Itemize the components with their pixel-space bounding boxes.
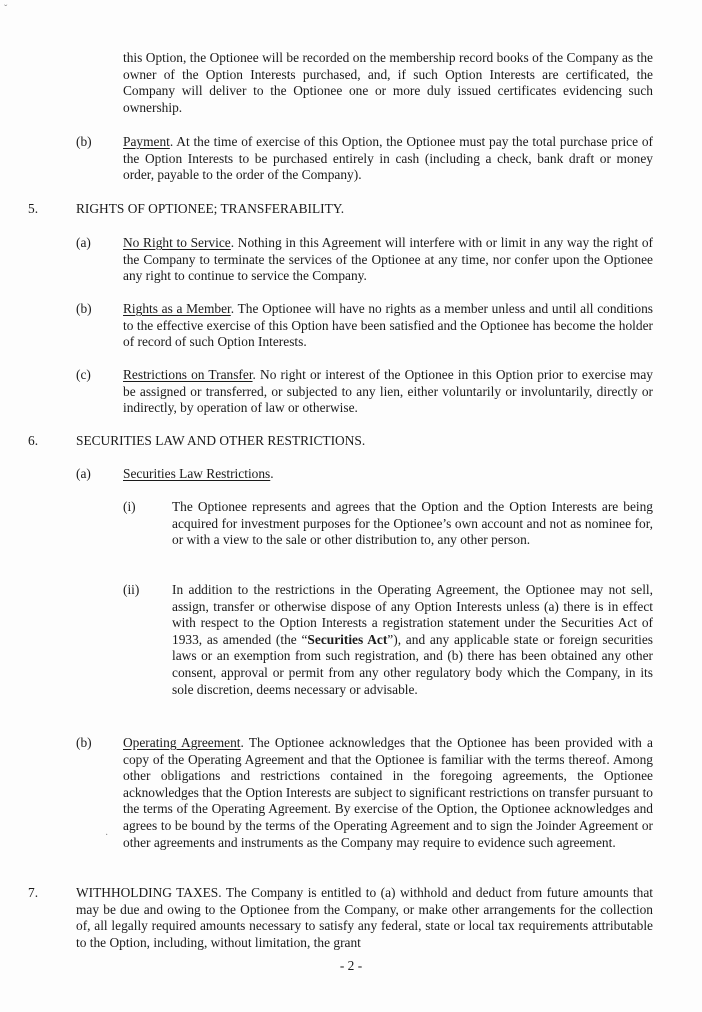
paragraph-5a-text: . Nothing in this Agreement will interfere with or limit in any way the right of the Company to terminate the services of the Optionee at any time, nor confer upon the Optionee any right to continue to service the Company. bbox=[123, 235, 653, 284]
paragraph-5c-text: . No right or interest of the Optionee in this Option prior to exercise may be assigned or transferred, or subjected to any lien, either voluntarily or involuntarily, directly or indirectly, by operation of law or otherwise. bbox=[123, 367, 653, 416]
label-4b: (b) bbox=[76, 134, 92, 149]
label-6a: (a) bbox=[76, 466, 91, 481]
section-5-number: 5. bbox=[28, 201, 39, 216]
heading-no-right-to-service: No Right to Service bbox=[123, 235, 231, 250]
paragraph-6a-ii-text-2: ”), and any applicable state or foreign securities laws or an exemption from such registration, and (b) there has been obtained any other consent, approval or permit from any other regulatory body which the Company, in its sole discretion, deems necessary or advisable. bbox=[172, 631, 653, 697]
paragraph-6a-text: . bbox=[270, 466, 274, 481]
paragraph-6b-text: . The Optionee acknowledges that the Optionee has been provided with a copy of the Operating Agreement and that the Optionee is familiar with the terms thereof. Among other obligations and restrictions contained in the foregoing agreements, the Optionee acknowledges that the Option Interests are subject to significant restrictions on transfer pursuant to the terms of the Operating Agreement. By exercise of the Option, the Optionee acknowledges and agrees to be bound by the terms of the Operating Agreement and to sign the Joinder Agreement or other agreements and instruments as the Company may require to evidence such agreement. bbox=[123, 735, 653, 850]
section-7-number: 7. bbox=[28, 885, 39, 900]
section-6-number: 6. bbox=[28, 433, 39, 448]
paragraph-5a bbox=[123, 235, 653, 285]
label-5c: (c) bbox=[76, 367, 91, 382]
heading-operating-agreement: Operating Agreement bbox=[123, 735, 241, 750]
label-5b: (b) bbox=[76, 301, 92, 316]
label-6a-i: (i) bbox=[123, 499, 136, 514]
heading-restrictions-on-transfer: Restrictions on Transfer bbox=[123, 367, 253, 382]
heading-securities-law-restrictions: Securities Law Restrictions bbox=[123, 466, 271, 481]
page-number: - 2 - bbox=[339, 958, 363, 973]
paragraph-6a bbox=[123, 466, 274, 483]
corner-mark: ˇ bbox=[4, 4, 8, 15]
section-6-title: SECURITIES LAW AND OTHER RESTRICTIONS. bbox=[76, 433, 366, 448]
paragraph-5b bbox=[123, 301, 653, 351]
label-6b: (b) bbox=[76, 735, 92, 750]
paragraph-6a-i: The Optionee represents and agrees that the Option and the Option Interests are being acquired for investment purposes for the Optionee’s own account and not as nominee for, or with a view to the sale or other distribution to, any other person. bbox=[172, 499, 653, 548]
stray-dot: · bbox=[105, 830, 109, 841]
paragraph-6a-ii bbox=[172, 582, 653, 698]
paragraph-5b-text: . The Optionee will have no rights as a member unless and until all conditions to the effective exercise of this Option have been satisfied and the Optionee has become the holder of record of such Option Interests. bbox=[123, 301, 653, 350]
section-5-title: RIGHTS OF OPTIONEE; TRANSFERABILITY. bbox=[76, 201, 345, 216]
paragraph-4b bbox=[123, 134, 653, 184]
heading-payment: Payment bbox=[123, 134, 170, 149]
paragraph-6a-ii-text-1: In addition to the restrictions in the Operating Agreement, the Optionee may not sell, assign, transfer or otherwise dispose of any Option Interests unless (a) there is in effect with respect to the Option Interests a registration statement under the Securities Act of 1933, as amended (the “ bbox=[172, 582, 653, 647]
paragraph-6b bbox=[123, 735, 653, 851]
paragraph-4b-text: . At the time of exercise of this Option, the Optionee must pay the total purchase price of the Option Interests to be purchased entirely in cash (including a check, bank draft or money order, payable to the order of the Company). bbox=[123, 134, 653, 183]
paragraph-7: WITHHOLDING TAXES. The Company is entitled to (a) withhold and deduct from future amounts that may be due and owing to the Optionee from the Company, or make other arrangements for the collection of, all legally required amounts necessary to satisfy any federal, state or local tax requirements attributable to the Option, including, without limitation, the grant bbox=[76, 885, 653, 950]
label-5a: (a) bbox=[76, 235, 91, 250]
paragraph-4a-continued: this Option, the Optionee will be recorded on the membership record books of the Company as the owner of the Option Interests purchased, and, if such Option Interests are certificated, the Company will deliver to the Optionee one or more duly issued certificates evidencing such ownership. bbox=[123, 50, 653, 115]
heading-rights-as-member: Rights as a Member bbox=[123, 301, 231, 316]
defined-term-securities-act: Securities Act bbox=[307, 631, 388, 647]
paragraph-5c bbox=[123, 367, 653, 417]
label-6a-ii: (ii) bbox=[123, 582, 140, 597]
